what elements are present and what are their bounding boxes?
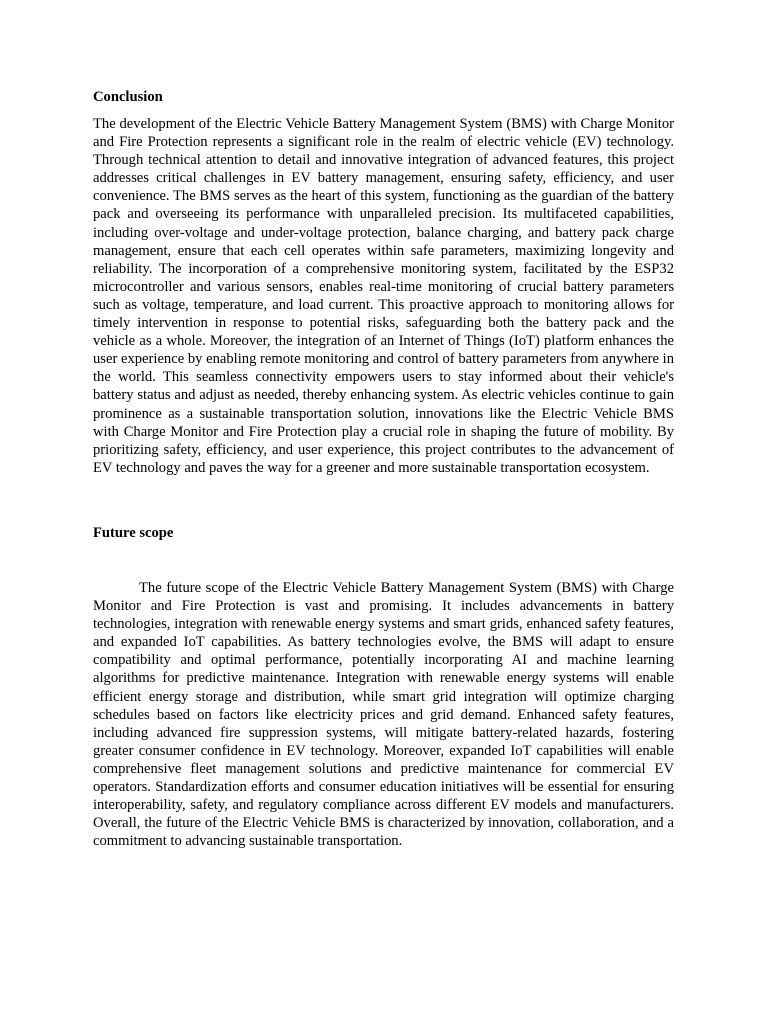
conclusion-paragraph: The development of the Electric Vehicle Battery Management System (BMS) with Charge Monitor and Fire Protection represents a significant role in the realm of electric vehicle (EV) technology. Through technical attention to detail and innovative integration of advanced features, this project addresses critical challenges in EV battery management, ensuring safety, efficiency, and user convenience. The BMS serves as the heart of this system, functioning as the guardian of the battery pack and overseeing its performance with unparalleled precision. Its multifaceted capabilities, including over-voltage and under-voltage protection, balance charging, and battery pack charge management, ensure that each cell operates within safe parameters, maximizing longevity and reliability. The incorporation of a comprehensive monitoring system, facilitated by the ESP32 microcontroller and various sensors, enables real-time monitoring of crucial battery parameters such as voltage, temperature, and load current. This proactive approach to monitoring allows for timely intervention in response to potential risks, safeguarding both the battery pack and the vehicle as a whole. Moreover, the integration of an Internet of Things (IoT) platform enhances the user experience by enabling remote monitoring and control of battery parameters from anywhere in the world. This seamless connectivity empowers users to stay informed about their vehicle's battery status and adjust as needed, thereby enhancing system. As electric vehicles continue to gain prominence as a sustainable transportation solution, innovations like the Electric Vehicle BMS with Charge Monitor and Fire Protection play a crucial role in shaping the future of mobility. By prioritizing safety, efficiency, and user experience, this project contributes to the advancement of EV technology and paves the way for a greener and more sustainable transportation ecosystem. — [93, 116, 674, 476]
future-scope-heading: Future scope — [93, 525, 174, 541]
conclusion-heading: Conclusion — [93, 89, 163, 105]
future-scope-paragraph: The future scope of the Electric Vehicle Battery Management System (BMS) with Charge Monitor and Fire Protection is vast and promising. It includes advancements in battery technologies, integration with renewable energy systems and smart grids, enhanced safety features, and expanded IoT capabilities. As battery technologies evolve, the BMS will adapt to ensure compatibility and optimal performance, potentially incorporating AI and machine learning algorithms for predictive maintenance. Integration with renewable energy systems will enable efficient energy storage and distribution, while smart grid integration will optimize charging schedules based on factors like electricity prices and grid demand. Enhanced safety features, including advanced fire suppression systems, will mitigate battery-related hazards, fostering greater consumer confidence in EV technology. Moreover, expanded IoT capabilities will enable comprehensive fleet management solutions and predictive maintenance for commercial EV operators. Standardization efforts and consumer education initiatives will be essential for ensuring interoperability, safety, and regulatory compliance across different EV models and manufacturers. Overall, the future of the Electric Vehicle BMS is characterized by innovation, collaboration, and a commitment to advancing sustainable transportation. — [93, 580, 674, 850]
